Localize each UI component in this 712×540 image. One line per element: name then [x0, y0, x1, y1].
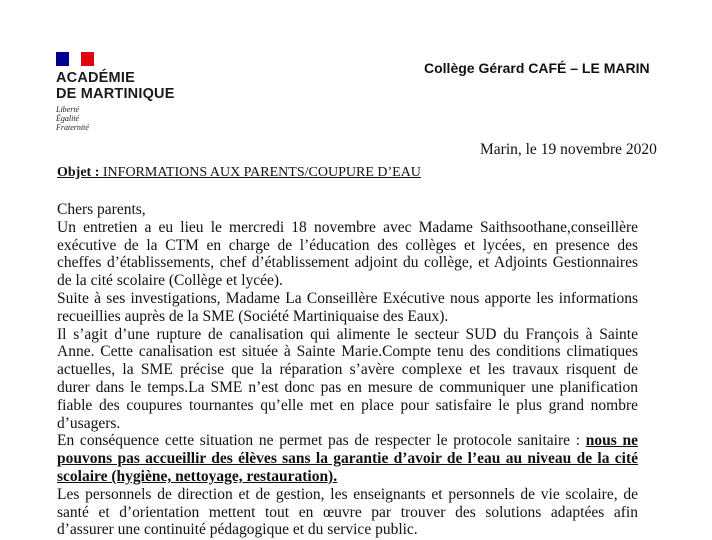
text-line	[57, 290, 638, 308]
emphasized-text: scolaire (hygiène, nettoyage, restauration).	[57, 467, 338, 485]
subject-label: Objet :	[57, 165, 100, 180]
text-line	[57, 486, 638, 504]
letter-date: Marin, le 19 novembre 2020	[480, 141, 657, 158]
text-line	[57, 504, 638, 522]
paragraph	[57, 201, 638, 219]
motto-fraternite: Fraternité	[56, 123, 89, 132]
text-segment: recueillies auprès de la SME (Société Martiniquaise des Eaux).	[57, 307, 449, 325]
text-segment: santé et d’orientation mettent tout en œuvre par trouver des solutions adaptées afin	[57, 503, 638, 521]
text-segment: durer dans le temps.La SME n’est donc pas en mesure de communiquer une planification	[57, 378, 638, 396]
text-segment: Les personnels de direction et de gestion, les enseignants et personnels de vie scolaire, de	[57, 485, 638, 503]
text-segment: actuelles, la SME précise que la réparation s’avère complexe et les travaux risquent de	[57, 361, 638, 379]
logo-title	[56, 70, 175, 102]
text-segment: Anne. Cette canalisation est située à Sainte Marie.Compte tenu des conditions climatiques	[57, 343, 638, 361]
text-line	[57, 361, 638, 379]
text-line	[57, 254, 638, 272]
school-name: Collège Gérard CAFÉ – LE MARIN	[424, 60, 650, 76]
text-line	[57, 326, 638, 344]
text-line	[57, 219, 638, 237]
text-segment: Suite à ses investigations, Madame La Conseillère Exécutive nous apporte les informations	[57, 289, 638, 307]
academie-logo	[56, 52, 175, 132]
motto-liberte: Liberté	[56, 105, 80, 114]
text-line	[57, 237, 638, 255]
logo-title-line2: DE MARTINIQUE	[56, 86, 175, 102]
text-line	[57, 397, 638, 415]
logo-motto	[56, 105, 175, 132]
text-line	[57, 432, 638, 450]
paragraph	[57, 486, 638, 539]
text-line	[57, 379, 638, 397]
subject-text: INFORMATIONS AUX PARENTS/COUPURE D’EAU	[99, 165, 421, 180]
text-line	[57, 272, 638, 290]
text-segment: Chers parents,	[57, 201, 146, 218]
text-line	[57, 415, 638, 433]
text-segment: exécutive de la CTM en charge de l’éducation des collèges et lycées, en presence des	[57, 236, 638, 254]
text-segment: de la cité scolaire (Collège et lycée).	[57, 272, 283, 290]
text-segment: En conséquence cette situation ne permet pas de respecter le protocole sanitaire :	[57, 432, 586, 450]
text-line	[57, 468, 638, 486]
emphasized-text: pouvons pas accueillir des élèves sans la garantie d’avoir de l’eau au niveau de la cité	[57, 450, 638, 468]
logo-title-line1: ACADÉMIE	[56, 70, 135, 86]
text-line	[57, 521, 638, 539]
text-line	[57, 343, 638, 361]
paragraph	[57, 290, 638, 326]
letter-body	[57, 201, 638, 539]
text-segment: Il s’agit d’une rupture de canalisation qui alimente le secteur SUD du François à Sainte	[57, 325, 638, 343]
paragraph	[57, 326, 638, 433]
text-segment: cheffes d’établissements, chef d’établissement adjoint du collège, et Adjoints Gestionnaires	[57, 254, 638, 272]
text-segment: d’assurer une continuité pédagogique et du service public.	[57, 521, 418, 539]
emphasized-text: nous ne	[585, 432, 638, 450]
text-segment: d’usagers.	[57, 414, 121, 432]
paragraph	[57, 219, 638, 290]
text-line	[57, 308, 638, 326]
text-line	[57, 450, 638, 468]
text-line	[57, 201, 638, 219]
marianne-flag-icon	[56, 52, 94, 66]
letter-subject	[57, 165, 421, 181]
text-segment: Un entretien a eu lieu le mercredi 18 novembre avec Madame Saithsoothane,conseillère	[57, 218, 638, 236]
text-segment: fiable des coupures tournantes qu’elle met en place pour satisfaire le plus grand nombre	[57, 396, 638, 414]
motto-egalite: Égalité	[56, 114, 80, 123]
paragraph	[57, 432, 638, 485]
